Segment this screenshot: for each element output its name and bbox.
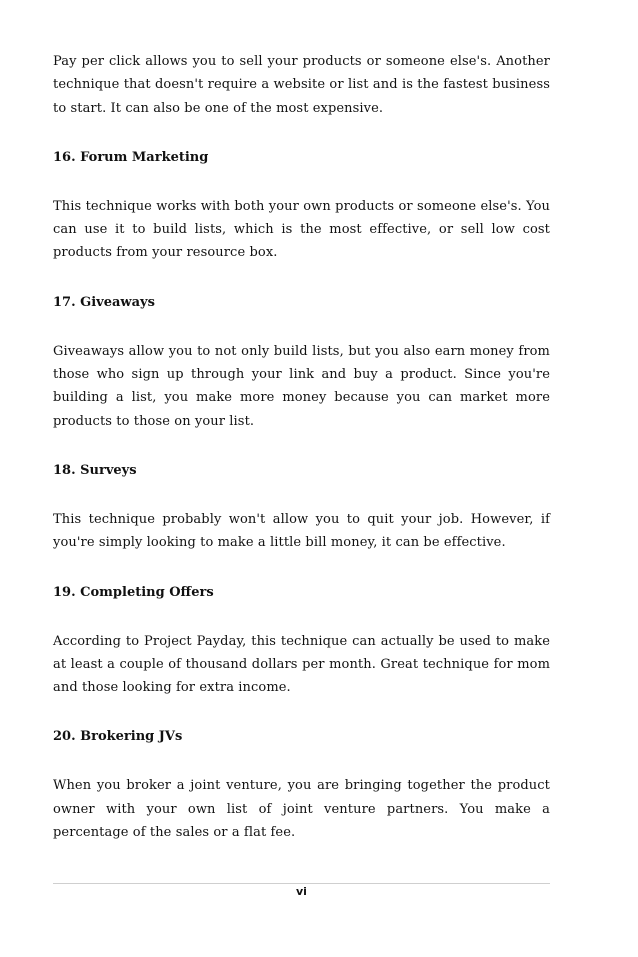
intro-paragraph: Pay per click allows you to sell your products or someone else's. Another technique that doesn't require a website or list and is the fastest business to start. It can also be one of the most expensive.	[53, 54, 550, 116]
section-body: When you broker a joint venture, you are bringing together the product owner with your own list of joint venture partners. You make a percentage of the sales or a flat fee.	[53, 778, 550, 841]
section-surveys	[53, 459, 550, 555]
page-number: vi	[296, 885, 307, 898]
section-heading: 18. Surveys	[53, 462, 137, 478]
section-heading: 16. Forum Marketing	[53, 149, 209, 165]
section-body: This technique probably won't allow you to quit your job. However, if you're simply looking to make a little bill money, it can be effective.	[53, 511, 550, 551]
section-body: This technique works with both your own products or someone else's. You can use it to build lists, which is the most effective, or sell low cost products from your resource box.	[53, 198, 550, 261]
section-completing-offers	[53, 581, 550, 700]
section-forum-marketing	[53, 146, 550, 265]
section-giveaways	[53, 291, 550, 433]
section-heading: 19. Completing Offers	[53, 584, 214, 600]
section-body: Giveaways allow you to not only build lists, but you also earn money from those who sign up through your link and buy a product. Since you're building a list, you make more money because you can market more products to those on your list.	[53, 343, 550, 429]
section-heading: 17. Giveaways	[53, 294, 155, 310]
section-brokering-jvs	[53, 725, 550, 844]
section-body: According to Project Payday, this technique can actually be used to make at least a couple of thousand dollars per month. Great technique for mom and those looking for extra income.	[53, 633, 550, 696]
document-page	[53, 50, 550, 844]
section-heading: 20. Brokering JVs	[53, 729, 183, 745]
